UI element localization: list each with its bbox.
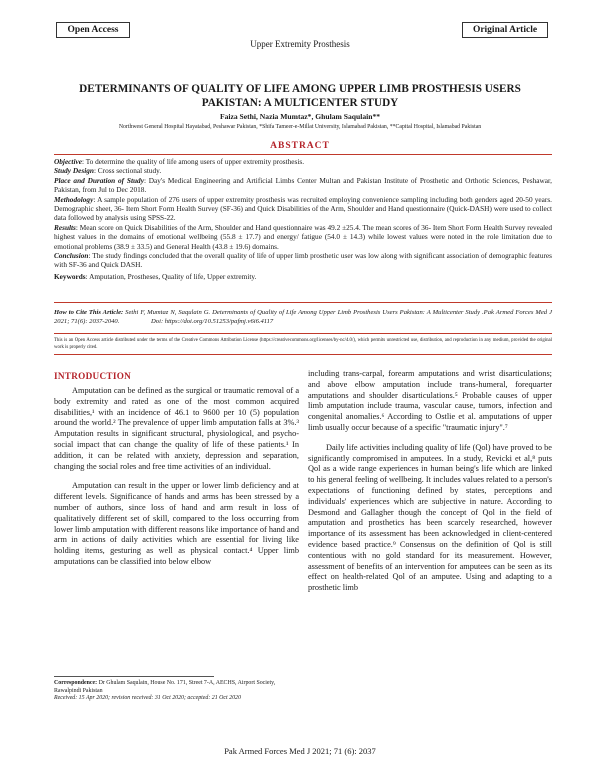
- correspondence-block: [54, 680, 299, 703]
- correspondence-address: Correspondence: Dr Ghulam Saqulain, House No. 171, Street 7-A, AECHS, Airport Society, Rawalpindi Pakistan: [54, 680, 276, 694]
- article-type-badge: Original Article: [462, 22, 548, 38]
- abstract-top-rule: [54, 154, 552, 155]
- abstract-results: Results: Mean score on Quick Disabilities of the Arm, Shoulder and Hand questionnaire was 49.2 ±25.4. The mean scores of 36- Item Short Form Health Survey revealed highest values in the domains of emotional wellbeing (55.8 ± 17.7) and energy/ fatigue (54.0 ± 14.3) while lowest values were noted in the role limitation due to emotional problems (38.9 ± 33.5) and General Health (43.8 ± 19.6) domains.: [54, 222, 552, 251]
- license-bottom-rule: [54, 354, 552, 355]
- license-notice: This is an Open Access article distributed under the terms of the Creative Commons Attribution License (https://creativecommons.org/licenses/by-nc/4.0/), which permits unrestricted use, distribution, and reproduction in any medium, provided the original work is properly cited.: [54, 338, 552, 350]
- abstract-body: [54, 157, 552, 281]
- abstract-design: Study Design: Cross sectional study.: [54, 166, 162, 176]
- how-to-cite: How to Cite This Article: Sethi F, Mumtaz N, Saqulain G. Determinants of Quality of Life Among Upper Limb Prosthesis Users Pakistan: A Multicenter Study .Pak Armed Forces Med J 2021; 71(6): 2037-2040. Doi: https://doi.org/10.51253/pafmj.v6i6.4117: [54, 309, 552, 325]
- received-dates: Received: 15 Apr 2020; revision received: 31 Oct 2020; accepted: 21 Oct 2020: [54, 695, 241, 702]
- right-column: [308, 369, 552, 594]
- abstract-heading: ABSTRACT: [270, 141, 330, 151]
- page-footer: Pak Armed Forces Med J 2021; 71 (6): 2037: [224, 746, 376, 756]
- license-top-rule: [54, 333, 552, 334]
- abstract-objective: Objective: To determine the quality of life among users of upper extremity prosthesis.: [54, 157, 305, 166]
- intro-paragraph-3: including trans-carpal, forearm amputations and wrist disarticulations; and above elbow amputation include trans-humeral, forequarter amputations and shoulder disarticulations.⁵ Probable causes of upper limb amputation include trauma, vascular cause, tumors, infection and congenital anomalies.⁶ According to Ostlie et al. amputations of upper limb usually occur because of a specific "traumatic injury".⁷: [308, 369, 552, 432]
- introduction-heading: INTRODUCTION: [54, 371, 132, 381]
- open-access-badge: Open Access: [56, 22, 130, 38]
- intro-paragraph-2: Amputation can result in the upper or lower limb deficiency and at different levels. Significance of hands and arms has been stressed by a number of authors, since loss of hand and arm result in loss of qualitatively different set of skill, compared to the loss occurring from lower limb amputation with different reasons like importance of hand and arm in actions of daily activities which are essential for living like holding items, gesturing as well as physical contact.⁴ Upper limb amputations can be classified into below elbow: [54, 481, 299, 566]
- left-column: [54, 386, 299, 568]
- abstract-conclusion: Conclusion: The study findings concluded that the overall quality of life of upper limb prosthetic user was low along with significant association of demographic features with SF-36 and Quick DASH.: [54, 251, 552, 270]
- affiliations: Northwest General Hospital Hayatabad, Peshawar Pakistan, *Shifa Tameer-e-Millat University, Islamabad Pakistan, **Capital Hospital, Islamabad Pakistan: [118, 124, 482, 130]
- doi-link[interactable]: Doi: https://doi.org/10.51253/pafmj.v6i6.4117: [151, 318, 274, 325]
- article-title: DETERMINANTS OF QUALITY OF LIFE AMONG UPPER LIMB PROSTHESIS USERS PAKISTAN: A MULTICENTER STUDY: [79, 83, 521, 109]
- abstract-keywords: Keywords: Amputation, Prostheses, Quality of life, Upper extremity.: [54, 271, 257, 281]
- running-head: Upper Extremity Prosthesis: [250, 39, 350, 49]
- intro-paragraph-4: Daily life activities including quality of life (Qol) have proved to be significantly compromised in amputees. In a study, Revicki et al,⁸ puts Qol as a wide range experiences in human being's life which are linked to his general feeling of wellbeing. It includes values related to a person's expectations of functioning defined by states, perceptions and individuals' experiences which are subjective in nature. According to Desmond and Gallagher though the concept of Qol in the field of amputation and prosthetics has been scarcely researched, however importance of its assessment has been acknowledged in client-centered evidence based practice.⁹ Consensus on the definition of Qol is still contentious with no gold standard for its measurement. However, assessment of benefits of an intervention for amputees can be seen as its effect on health-related Qol of an amputee. Using and adapting to a prosthetic limb: [308, 442, 552, 593]
- abstract-methodology: Methodology: A sample population of 276 users of upper extremity prosthesis was recruited employing convenience sampling including both genders aged 20-50 years. Demographic sheet, 36- Item Short Form Health Survey (SF-36) and Quick Disabilities of the Arm, Shoulder and Hand questionnaire (Quick-DASH) were used to collect data followed by analysis using SPSS-22.: [54, 194, 552, 223]
- abstract-bottom-rule: [54, 302, 552, 303]
- correspondence-rule: [54, 676, 214, 677]
- abstract-place: Place and Duration of Study: Day's Medical Engineering and Artificial Limbs Center Multan and Pakistan Institute of Prosthetic and Orthotic Sciences, Peshawar, Pakistan, from Jul to Dec 2018.: [54, 175, 552, 195]
- intro-paragraph-1: Amputation can be defined as the surgical or traumatic removal of a body extremity and rated as one of the most common acquired disabilities,¹ with an incidence of 46.1 to 9600 per 10 (5) population around the world.² The prevalence of upper limb amputation falls at 3%.³ Amputation results in significant structural, physiological, and psycho-social impact that can change the quality of life of these patients.¹ In addition, it can be related with anxiety, depression and separation, changing the social roles and free time activities of an individual.: [54, 386, 299, 471]
- author-list: Faiza Sethi, Nazia Mumtaz*, Ghulam Saqulain**: [219, 112, 381, 121]
